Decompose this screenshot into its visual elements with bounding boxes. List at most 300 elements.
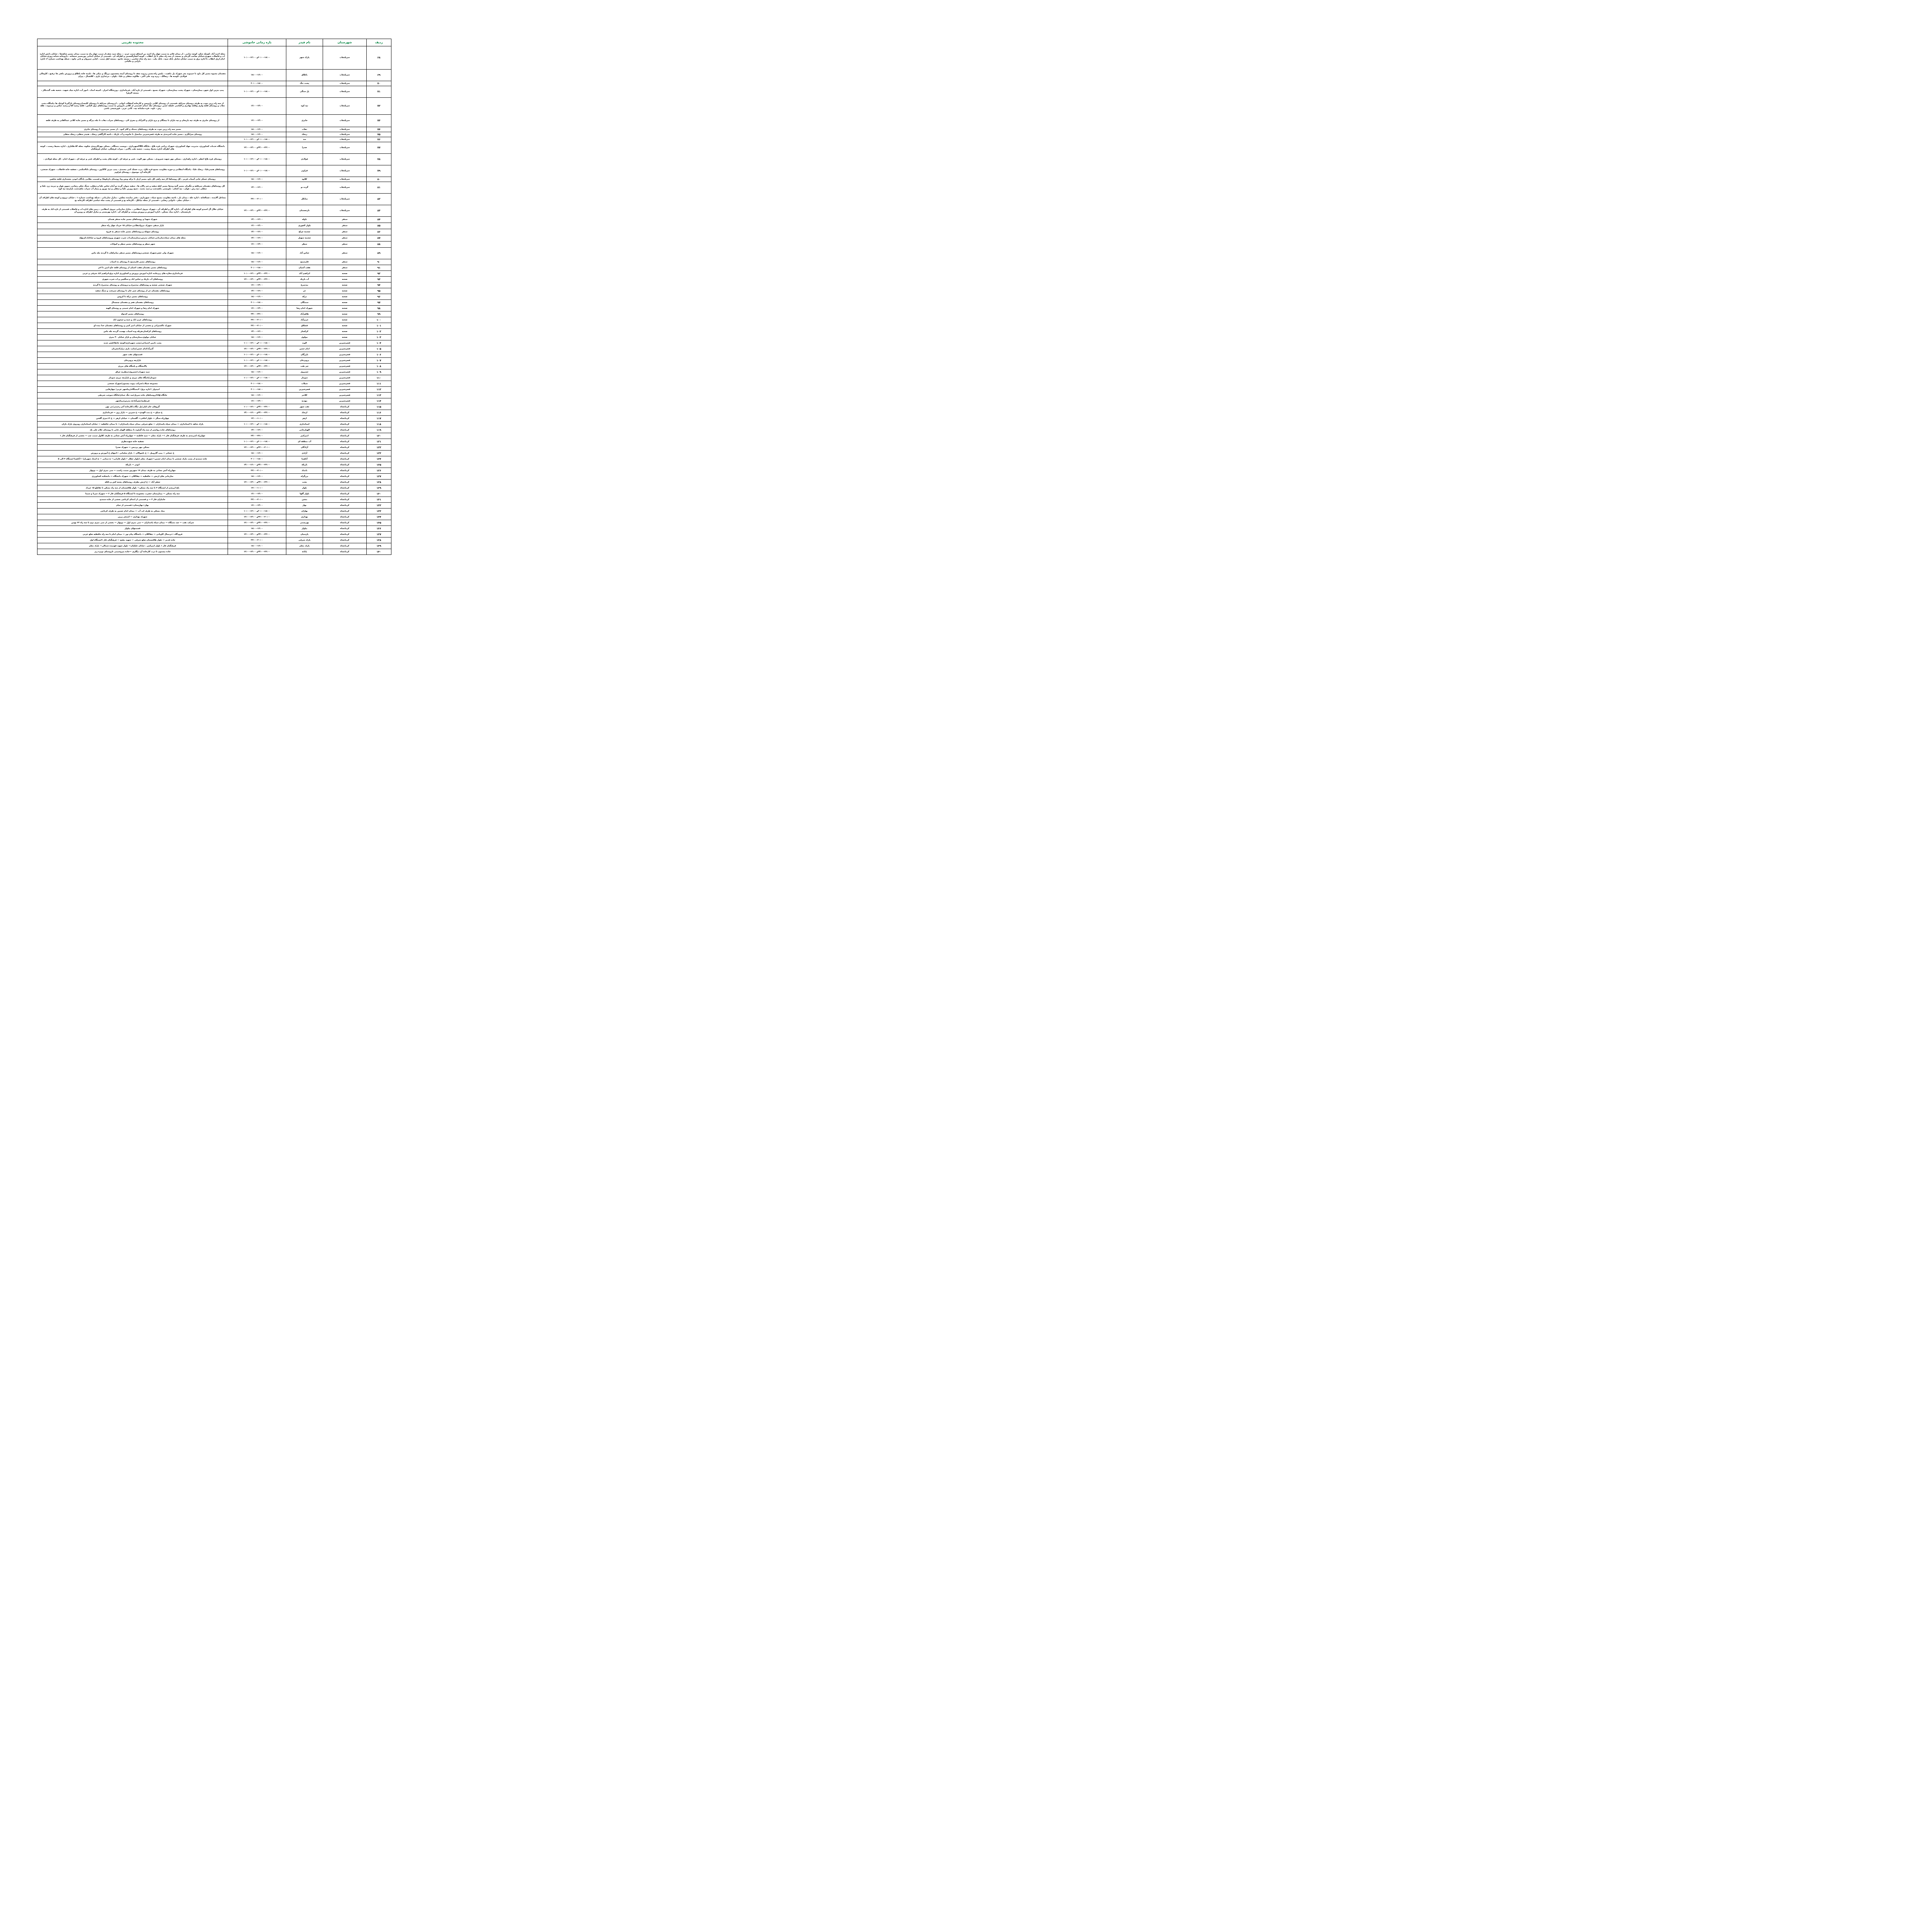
cell-area: روستاهای مسیر درکه تا کروس	[37, 294, 228, 300]
cell-row-number: ۱۰۶	[367, 352, 391, 358]
cell-outage-time: ۲۲:۰۰-۲۰:۰۰	[228, 194, 286, 205]
cell-outage-time: ۲۲:۰۰-۲۰:۰۰	[228, 468, 286, 474]
cell-outage-time: ۱۶:۰۰-۱۴:۰۰	[228, 223, 286, 229]
cell-area: چهارراه کمربندی به طرف فرهنگیان فاز ۱— پارک معلم — سید فاطمه — چهارراه آتش نشانی به طرف کلاول سمت چپ — بخشی از فرهنگیان فاز ۱	[37, 433, 228, 439]
cell-row-number: ۸۴	[367, 217, 391, 223]
cell-feeder: بامداد	[286, 468, 323, 474]
cell-city: کرمانشاه	[323, 520, 367, 526]
table-row	[37, 543, 391, 549]
cell-area: شهرک صنعتی صحنه و روستاهای بیدسرخ و درویشان و روستای بیدسرخ تا گردنه	[37, 282, 228, 288]
cell-feeder: بهار	[286, 503, 323, 509]
table-row	[37, 387, 391, 393]
cell-row-number: ۱۱۵	[367, 404, 391, 410]
table-row	[37, 520, 391, 526]
table-row	[37, 288, 391, 294]
cell-row-number: ۸۹	[367, 248, 391, 259]
cell-outage-time: ۱۸:۰۰-۱۶:۰۰	[228, 543, 286, 549]
cell-feeder: قصرشیرین	[286, 387, 323, 393]
cell-city: کرمانشاه	[323, 526, 367, 532]
cell-area: قسمتهای بیلوار	[37, 526, 228, 532]
cell-city: کرمانشاه	[323, 404, 367, 410]
cell-feeder: قراویز	[286, 165, 323, 177]
cell-feeder: بلوار	[286, 485, 323, 491]
cell-outage-time: ۲۰:۰۰-۱۸:۰۰	[228, 300, 286, 306]
cell-outage-time: ۲۲:۰۰-۲۰:۰۰	[228, 497, 286, 503]
cell-city: کرمانشاه	[323, 543, 367, 549]
table-row	[37, 491, 391, 497]
cell-outage-time: ۱۶:۰۰-۱۴:۰۰	[228, 242, 286, 248]
table-row	[37, 497, 391, 503]
cell-feeder: پشت تنگ	[286, 81, 323, 86]
cell-area: روستاهای دهستان هجر و دهستان چمچمال	[37, 300, 228, 306]
cell-outage-time: ۱۸:۰۰-۱۶:۰۰	[228, 474, 286, 480]
cell-row-number: ۱۳۶	[367, 526, 391, 532]
cell-area: سید سهراب/خسروی/منطربه عراق	[37, 369, 228, 375]
cell-feeder: چشمه چراغ	[286, 229, 323, 235]
table-body	[37, 46, 391, 555]
table-row	[37, 439, 391, 445]
cell-feeder: بهاران	[286, 509, 323, 514]
cell-feeder: پارسیان	[286, 532, 323, 537]
cell-feeder: نفت شهر	[286, 404, 323, 410]
cell-feeder: نارنجستان	[286, 205, 323, 217]
cell-city: سرپلذهاب	[323, 98, 367, 115]
cell-feeder: میانکل	[286, 194, 323, 205]
cell-area: دهستان بشیوه مسیر کل داود تا حبیبوند بجز شهرک پل ماهیت ، پلیس راه،مسیر ریژوند نجف تا روستای آبینه پنجستون برزلگ و میکی ها ، تلمبه خانه پاطاق و پرورش ماهی ها ،رفیع ، کاوچالی فولادی ،کوسه ها ، رضالک ، ریزه وند علی اکبر ، جلالوند سفلی و علیا ، بلوان ، مرغداری باری ، کلاهمال ، پیران	[37, 70, 228, 81]
cell-feeder: مهدیه	[286, 398, 323, 404]
table-row	[37, 474, 391, 480]
cell-feeder: ازهر	[286, 416, 323, 422]
cell-city: کرمانشاه	[323, 532, 367, 537]
cell-row-number: ۸۵	[367, 223, 391, 229]
cell-feeder: ذهاب	[286, 127, 323, 132]
cell-area: شهرک امام رضا و شهرک امام خمینی و روستای الهیه	[37, 306, 228, 311]
cell-area: پارک شاهد تا استانداری — میدان سپاه پاسداران — ضلع شرقی میدان سپاه پاسداران— تا میدان حافظیه — خیابان استانداری روبروی پارک باران	[37, 422, 228, 427]
cell-feeder: پرویزخان	[286, 358, 323, 364]
cell-row-number: ۹۷	[367, 300, 391, 306]
cell-city: صحنه	[323, 271, 367, 277]
table-row	[37, 358, 391, 364]
cell-area: فرنطینه/نصرآباد/خ مدرس/زیباشهر	[37, 398, 228, 404]
cell-feeder: آتاهینا	[286, 456, 323, 462]
cell-row-number: ۱۰۹	[367, 369, 391, 375]
cell-row-number: ۹۸	[367, 306, 391, 311]
cell-feeder: عزیزآباد	[286, 317, 323, 323]
cell-outage-time: ۲۲:۰۰-۲۰:۰۰	[228, 317, 286, 323]
cell-area: ابوذر — باریکه	[37, 462, 228, 468]
cell-city: سرپلذهاب	[323, 70, 367, 81]
cell-outage-time: ۱۶:۰۰-۱۴:۰۰	[228, 282, 286, 288]
table-row	[37, 445, 391, 451]
cell-row-number: ۱۳۵	[367, 520, 391, 526]
cell-area: پالایشگاه و پاسگاه های مرزی	[37, 364, 228, 369]
cell-area	[37, 81, 228, 86]
cell-outage-time: ۱۶:۰۰-۱۴:۰۰	[228, 98, 286, 115]
cell-area: روستاهای دهستان حر از روستای شیر خان تا روستای سرتخت و سنگ سفید	[37, 288, 228, 294]
cell-area: خیابان مولوی،بیمارستان و بازار خیابان ۴۰ متری	[37, 335, 228, 340]
table-row	[37, 277, 391, 282]
cell-feeder: امیرکبیر	[286, 433, 323, 439]
cell-feeder: آزادگان	[286, 445, 323, 451]
table-row	[37, 514, 391, 520]
cell-row-number: ۱۲۱	[367, 439, 391, 445]
cell-row-number: ۱۲۰	[367, 433, 391, 439]
cell-outage-time: ۱۴:۰۰-۱۲:۰۰	[228, 288, 286, 294]
cell-area: روستای عسکر خانی آسیاب قرمز ، کل روستاها (از سه راهی کل داود مسیر ازنل تا ترکه ویس وتا روستای داربلوط) و قسمت نظامی پادگان ابوذر، بخشداری قلعه شاهین	[37, 177, 228, 182]
cell-row-number: ۷۶	[367, 137, 391, 142]
cell-area: تصفیه خانه شهیدنظری	[37, 439, 228, 445]
cell-feeder: سمنگان	[286, 300, 323, 306]
cell-outage-time: ۲۰:۰۰-۱۸:۰۰و ۱۲:۰۰-۱۰:۰۰	[228, 154, 286, 165]
cell-feeder: ابراهیم آباد	[286, 271, 323, 277]
cell-city: سنقر	[323, 265, 367, 271]
cell-outage-time: ۱۲:۰۰-۱۰:۰۰	[228, 416, 286, 422]
cell-feeder: قشلاق	[286, 323, 323, 329]
cell-feeder: باریکه	[286, 462, 323, 468]
cell-city: کرمانشاه	[323, 514, 367, 520]
cell-city: کرمانشاه	[323, 427, 367, 433]
cell-area: گمرگ/امام حسن/سایت بازی دراز/انتجربان	[37, 346, 228, 352]
cell-city: کرمانشاه	[323, 439, 367, 445]
cell-row-number: ۱۳۸	[367, 537, 391, 543]
cell-feeder: پایانه	[286, 549, 323, 555]
cell-row-number: ۱۰۰	[367, 317, 391, 323]
cell-area: جابیاران فاز ۳ — و قسمتی از ابتدای کرناچی بخشی از جاده سنندج	[37, 497, 228, 503]
table-row	[37, 177, 391, 182]
cell-feeder: صدرا	[286, 142, 323, 154]
cell-city: صحنه	[323, 306, 367, 311]
table-row	[37, 70, 391, 81]
table-row	[37, 398, 391, 404]
cell-feeder: شیلات	[286, 381, 323, 387]
cell-feeder: ریخک	[286, 132, 323, 137]
cell-feeder: آب باریک	[286, 277, 323, 282]
cell-city: سرپلذهاب	[323, 137, 367, 142]
table-row	[37, 115, 391, 127]
cell-area: شهرک ولی عصر،شهرک صنعتی،روستاهای مسیر سنقر میانراهان تا گردنه مله ماس	[37, 248, 228, 259]
cell-feeder: چشمه سهیل	[286, 235, 323, 242]
cell-outage-time: ۲۴:۰۰-۲۲:۰۰و ۱۴:۰۰-۱۲:۰۰	[228, 277, 286, 282]
cell-area: پشت تامین اجتماعی/پشت شهرداری/کوچه خانقا/قصر جدید	[37, 340, 228, 346]
table-row	[37, 427, 391, 433]
cell-outage-time: ۲۰:۰۰-۱۸:۰۰و ۱۲:۰۰-۱۰:۰۰	[228, 46, 286, 70]
table-row	[37, 98, 391, 115]
cell-row-number: ۷۹	[367, 165, 391, 177]
cell-row-number: ۱۰۱	[367, 323, 391, 329]
cell-row-number: ۱۱۲	[367, 387, 391, 393]
table-row	[37, 142, 391, 154]
cell-city: کرمانشاه	[323, 509, 367, 514]
cell-feeder: حر	[286, 288, 323, 294]
cell-outage-time: ۲۴:۰۰-۲۲:۰۰و ۱۴:۰۰-۱۲:۰۰	[228, 364, 286, 369]
table-row	[37, 242, 391, 248]
cell-row-number: ۱۲۵	[367, 462, 391, 468]
cell-feeder: بیدسرخ	[286, 282, 323, 288]
table-row	[37, 127, 391, 132]
cell-area: روستاهای آب باریک و عباس اباد و سنگچین و اب شرب شهری	[37, 277, 228, 282]
cell-area: جاده بیستون تا درب کارخانه آرد بیگلری —جاده پتروشیمی تاروستای نوبره ریز	[37, 549, 228, 555]
table-row	[37, 265, 391, 271]
cell-feeder: کرکسار	[286, 329, 323, 335]
cell-outage-time: ۲۴:۰۰-۲۲:۰۰	[228, 311, 286, 317]
cell-outage-time: ۲۰:۰۰-۱۸:۰۰و ۱۲:۰۰-۱۰:۰۰	[228, 137, 286, 142]
cell-feeder: سد	[286, 137, 323, 142]
cell-feeder: پل سنگی	[286, 86, 323, 98]
cell-area: شهر سطر و روستاهای مسیر سطر و کیوانات	[37, 242, 228, 248]
table-row	[37, 205, 391, 217]
cell-row-number: ۹۹	[367, 311, 391, 317]
outage-schedule-sheet	[37, 39, 391, 555]
cell-city: صحنه	[323, 329, 367, 335]
cell-city: صحنه	[323, 282, 367, 288]
cell-city: قصرشیرین	[323, 369, 367, 375]
cell-feeder: پارک شهر	[286, 46, 323, 70]
table-row	[37, 364, 391, 369]
cell-feeder: سطر	[286, 242, 323, 248]
table-row	[37, 537, 391, 543]
cell-outage-time: ۱۶:۰۰-۱۴:۰۰	[228, 115, 286, 127]
header-city: شهرستان	[323, 39, 367, 46]
table-row	[37, 422, 391, 427]
cell-city: صحنه	[323, 323, 367, 329]
cell-outage-time: ۲۴:۰۰-۲۲:۰۰و ۱۴:۰۰-۱۲:۰۰	[228, 549, 286, 555]
cell-city: سنقر	[323, 248, 367, 259]
table-row	[37, 433, 391, 439]
cell-row-number: ۸۷	[367, 235, 391, 242]
cell-city: کرمانشاه	[323, 462, 367, 468]
table-row	[37, 306, 391, 311]
table-row	[37, 311, 391, 317]
cell-city: قصرشیرین	[323, 340, 367, 346]
cell-city: سرپلذهاب	[323, 127, 367, 132]
cell-feeder: ارشاد	[286, 410, 323, 416]
cell-row-number: ۱۲۹	[367, 485, 391, 491]
cell-row-number: ۹۰	[367, 259, 391, 265]
cell-outage-time: ۱۸:۰۰-۱۶:۰۰	[228, 335, 286, 340]
cell-feeder: بیلوار	[286, 526, 323, 532]
cell-outage-time: ۲۰:۰۰-۱۸:۰۰	[228, 265, 286, 271]
cell-area: چهارراه آتش نشانی به طرف میدان ۱۷ شهریور سمت راست — سی متری اول — نوبهار	[37, 468, 228, 474]
table-row	[37, 369, 391, 375]
cell-feeder: امام حسن	[286, 346, 323, 352]
cell-outage-time: ۲۴:۰۰-۲۲:۰۰و ۱۶:۰۰-۱۴:۰۰	[228, 410, 286, 416]
cell-outage-time: ۲۲:۰۰-۲۰:۰۰	[228, 323, 286, 329]
cell-outage-time: ۲۰:۰۰-۱۸:۰۰	[228, 387, 286, 393]
table-row	[37, 81, 391, 86]
cell-area: بنیاد مسکن به طرف لب آب — میدان امام حسین به طرف کرناچی	[37, 509, 228, 514]
cell-row-number: ۷۷	[367, 142, 391, 154]
cell-feeder: بلوار گلها	[286, 491, 323, 497]
cell-outage-time: ۱۴:۰۰-۱۲:۰۰	[228, 217, 286, 223]
cell-outage-time: ۱۴:۰۰-۱۲:۰۰	[228, 329, 286, 335]
table-row	[37, 194, 391, 205]
table-row	[37, 154, 391, 165]
cell-city: کرمانشاه	[323, 410, 367, 416]
cell-feeder: پاطاق	[286, 70, 323, 81]
cell-row-number: ۱۲۷	[367, 474, 391, 480]
cell-row-number: ۱۱۷	[367, 416, 391, 422]
cell-feeder: الوند	[286, 340, 323, 346]
cell-city: سنقر	[323, 223, 367, 229]
cell-city: صحنه	[323, 288, 367, 294]
cell-outage-time: ۱۸:۰۰-۱۶:۰۰	[228, 526, 286, 532]
cell-area: جاده سنندج از پست پارک صنعتی تا میدان امام حسین—شهرک معلم (بلوار عطار —بلوار فارابی— خ سنایی — خ استاد شهریار) —آناهیتا ایستگاه ۳ الی ۵	[37, 456, 228, 462]
cell-row-number: ۱۲۳	[367, 451, 391, 456]
cell-city: صحنه	[323, 335, 367, 340]
table-row	[37, 340, 391, 346]
table-row	[37, 549, 391, 555]
cell-outage-time: ۱۶:۰۰-۱۴:۰۰	[228, 398, 286, 404]
table-row	[37, 375, 391, 381]
cell-feeder: تپه کوه	[286, 98, 323, 115]
cell-city: کرمانشاه	[323, 445, 367, 451]
cell-row-number: ۱۰۴	[367, 340, 391, 346]
cell-outage-time: ۲۰:۰۰-۱۸:۰۰و ۱۲:۰۰-۱۰:۰۰	[228, 352, 286, 358]
cell-row-number: ۱۳۳	[367, 509, 391, 514]
cell-area: محله های میدان سپاه،سازمانی،خیابان مدرس،بیمارستان،اب شرب شهری وروستاهای قروه و غیاثاباد،کرتهله	[37, 235, 228, 242]
cell-feeder: بعثت	[286, 480, 323, 485]
cell-city: قصرشیرین	[323, 352, 367, 358]
cell-feeder: عباس آباد	[286, 248, 323, 259]
cell-area: روستاهای جاده روانسر از سه راه گراوند تا منطقه الهیار خانی تا روستای غلام علی بک	[37, 427, 228, 433]
cell-city: صحنه	[323, 317, 367, 323]
cell-outage-time: ۱۸:۰۰-۱۶:۰۰	[228, 70, 286, 81]
cell-feeder: گرده نو	[286, 182, 323, 194]
cell-area: پمپ بنزین اول شهر، بیمارستان ، شهرک پشت بیمارستان ، شهرک بسیج ، قسمتی از تازه آباد ، فرمانداری ، ورزشگاه احرار ، کمیته امداد ، امور آب، اداره بنیاد شهید ، شعبه نفت گندمکار ، مسجد الزهرا	[37, 86, 228, 98]
cell-row-number: ۷۳	[367, 115, 391, 127]
cell-outage-time: ۲۲:۰۰-۲۰:۰۰	[228, 537, 286, 543]
table-row	[37, 229, 391, 235]
cell-row-number: ۸۲	[367, 194, 391, 205]
cell-row-number: ۱۱۱	[367, 381, 391, 387]
cell-area: دانشگاه خدمات کشاورزی، مدیریت جهاد کشاورزی، شهرک زراعی قره بلاغ ، جایگاه CNGشهرداری ، دوبست دستگاه ، مسکن مهرکارمندی شکوه، محله ۵۴ هکتاری ، اداره محیط زیست ، کوچه های اطراف اداره محیط زیست ، شعبه نفت پالانی ، میراث فرهنگی، خیابان فرهنگیان	[37, 142, 228, 154]
table-header-row	[37, 39, 391, 46]
cell-area: روستاهای عزیز اباد و جمه و جیحون اباد	[37, 317, 228, 323]
cell-area: روستای سهنله و روستاهای مسیر جاده سنقر به قروه	[37, 229, 228, 235]
cell-outage-time: ۲۴:۰۰-۲۲:۰۰و ۱۶:۰۰-۱۴:۰۰	[228, 462, 286, 468]
cell-city: صحنه	[323, 277, 367, 282]
cell-row-number: ۱۳۴	[367, 514, 391, 520]
cell-area: بهار—بهارستان—قسمتی از خیام	[37, 503, 228, 509]
cell-area: چهارراه سنگر — بلوار اجاقی— گلستان — خیابان ازهر — خ ۱۶متری گلشن	[37, 416, 228, 422]
cell-row-number: ۱۱۰	[367, 375, 391, 381]
table-row	[37, 137, 391, 142]
cell-area: خیابان جلال آل احمدو کوچه های اطراف آن ، اداره گاز و اطراف آن ، شهرک نیروی انتظامی ، منازل سازمانی نیروی انتظامی ، زمین های اداره اب و فاضلاب قسمتی از تازه اباد به طرف نارنجستان ، اداره بنیاد مسکن ، اداره آموزش و پرورش وپشت و اطراف آن ، اداره بهزیستی و منازل اطراف و روبرو آن	[37, 205, 228, 217]
cell-row-number: ۱۲۲	[367, 445, 391, 451]
cell-area: شهرک شهدا و روستاهای مسیر جاده سنقر همدان	[37, 217, 228, 223]
cell-row-number: ۸۸	[367, 242, 391, 248]
cell-row-number: ۹۱	[367, 265, 391, 271]
cell-feeder: استانداری	[286, 422, 323, 427]
cell-outage-time: ۱۶:۰۰-۱۴:۰۰	[228, 306, 286, 311]
cell-outage-time: ۱۸:۰۰-۱۶:۰۰	[228, 451, 286, 456]
cell-feeder: خسروی	[286, 369, 323, 375]
cell-feeder: شهرک امام رضا	[286, 306, 323, 311]
table-row	[37, 335, 391, 340]
cell-outage-time: ۲۴:۰۰-۲۲:۰۰و ۱۴:۰۰-۱۲:۰۰	[228, 346, 286, 352]
cell-city: کرمانشاه	[323, 468, 367, 474]
cell-feeder: جابری	[286, 115, 323, 127]
table-row	[37, 468, 391, 474]
cell-row-number: ۸۶	[367, 229, 391, 235]
cell-outage-time: ۲۰:۰۰-۱۸:۰۰و ۱۲:۰۰-۱۰:۰۰	[228, 340, 286, 346]
table-row	[37, 480, 391, 485]
header-feeder: نام فیدر	[286, 39, 323, 46]
cell-feeder: فارسینج	[286, 259, 323, 265]
cell-city: کرمانشاه	[323, 433, 367, 439]
cell-row-number: ۶۹	[367, 70, 391, 81]
cell-area: روستای سرابگرم ، مسیر جاده کمربندی به طرف قصرشیرین میانجیل تا خانونه و آب باریک ، ناحیه کارگاهی ریخک ، هنیدر سفلی، ریخک سفلی	[37, 132, 228, 137]
cell-feeder: فولادی	[286, 154, 323, 165]
cell-area: جاده قدیم — بلوار طاقبستان ضلع شرقی — شهید مفتح — فرهنگیان فاز ۱ایستگاه اول	[37, 537, 228, 543]
cell-area: روستاهای کرکسار،هریله وده اسیاب بهست گردنه مله ماس	[37, 329, 228, 335]
cell-city: سرپلذهاب	[323, 205, 367, 217]
cell-outage-time: ۲۴:۰۰-۲۲:۰۰و ۱۴:۰۰-۱۲:۰۰	[228, 520, 286, 526]
cell-city: کرمانشاه	[323, 422, 367, 427]
table-row	[37, 416, 391, 422]
cell-city: صحنه	[323, 294, 367, 300]
cell-feeder: آب منطقه ای	[286, 439, 323, 445]
cell-city: قصرشیرین	[323, 375, 367, 381]
cell-area: شهرک تاکسیرانی و بخشی از خیابان امیر کبیر و روستاهای دهستان خدا بنده لو	[37, 323, 228, 329]
cell-outage-time: ۱۴:۰۰-۱۲:۰۰	[228, 229, 286, 235]
cell-row-number: ۹۴	[367, 282, 391, 288]
cell-area: کل روستاهای دهستان سرقلعه و جگیران مسیر گمه وندها مسیر کیله سفید و چم زالان ها ، سفید سوار، گرده نو آمام عباس علیا و سفلی، سنگ شکن رضایی، سوور هوار و دیریند زرد علیا و سفلی ،تپه رش ، هوان ، تپه کنعان ، باوییسی ماهیدشت و سید محمد ، شیخ روزبن علیا و سفلی و تپه نوروز و پمپاژ آب سراب ماهیدشت بازارچه تپه کوه	[37, 182, 228, 194]
cell-outage-time: ۲۴:۰۰-۲۲:۰۰و ۱۴:۰۰-۱۲:۰۰	[228, 532, 286, 537]
cell-row-number: ۱۲۴	[367, 456, 391, 462]
cell-outage-time: ۱۴:۰۰-۱۲:۰۰	[228, 427, 286, 433]
table-row	[37, 485, 391, 491]
cell-row-number: ۱۲۸	[367, 480, 391, 485]
cell-feeder: بهزیستی	[286, 520, 323, 526]
cell-city: سنقر	[323, 229, 367, 235]
cell-row-number: ۱۳۹	[367, 543, 391, 549]
table-row	[37, 259, 391, 265]
cell-row-number: ۱۱۸	[367, 422, 391, 427]
cell-area: خ عشایر — پمپ گازوییل — خ ناصوالان — بازار سلمانی —انتهای خ آموزش و پرورش	[37, 451, 228, 456]
cell-outage-time: ۲۰:۰۰-۱۸:۰۰و ۱۲:۰۰-۱۰:۰۰	[228, 375, 286, 381]
cell-row-number: ۹۶	[367, 294, 391, 300]
table-row	[37, 86, 391, 98]
cell-city: قصرشیرین	[323, 364, 367, 369]
cell-outage-time: ۱۸:۰۰-۱۶:۰۰	[228, 248, 286, 259]
cell-feeder: پارک شرقی	[286, 537, 323, 543]
cell-row-number: ۱۱۹	[367, 427, 391, 433]
cell-area: از روستای جابری به طرف تپه داریخان و تپه ماران تا بیشگان و برج باران و اکبرآباد و مجری لان ، روستاهای سراب ذهاب تا مله دیزگه و مسیر جاده کلانی عبدالقادر به طرف قلعه	[37, 115, 228, 127]
cell-city: سرپلذهاب	[323, 182, 367, 194]
cell-area: مشاغل آلاینده ، غسالخانه ، اداره غله ، میدان بار ، ناحیه مقاومت بسیج سپاه ، شهرداری ، دفتر نماینده مجلس ، منازل سازمانی ، شبکه بهداشت شماره ۱ ، خیابان ترویج و کوچه های اطراف آن ، خیابان معلم ، نانوایی رضایی ، قسمتی از محله میانکل ، کارخانه یخ و قسمتی از پشت شاه عباسی اطراف کارخانه یخ	[37, 194, 228, 205]
cell-city: کرمانشاه	[323, 416, 367, 422]
cell-city: سنقر	[323, 235, 367, 242]
cell-row-number: ۸۰	[367, 177, 391, 182]
cell-feeder: بازرگان	[286, 352, 323, 358]
cell-outage-time: ۲۲:۰۰-۲۰:۰۰و ۱۴:۰۰-۱۲:۰۰	[228, 514, 286, 520]
table-row	[37, 526, 391, 532]
cell-row-number: ۷۰	[367, 81, 391, 86]
cell-outage-time: ۱۴:۰۰-۱۲:۰۰	[228, 182, 286, 194]
cell-city: سرپلذهاب	[323, 86, 367, 98]
table-row	[37, 182, 391, 194]
cell-area: محله احمد آباد ،کوئیک شکر، کوچه تمامی ، از میدان قائم به سمت چهار راه احمد بن اسحاق سمت حرم ، ، محله سید نجف،از سمت چهار راه به سمت میدان مسیر شاهدها ، خیابان دانش اداره اب و فاضلاب شهری،خیابان صاحب الزمان و مسجد، از سه راه معلم تا پل انقلاب ، کوچه انصارالحسین و اطراف ان ، قسمتی از خیابان ایمانی پورمسیر جمخانه ، داروخانه شبانه روزی،خیابان امام ازپل انقلاب تا اداره برق به سمت خیابان شامل بانک سپه ، بانک ملت ، سه راه شاه عباسی ، مسجد جامع ، مسجد اهل سنت ، کبابی سیروان و بانی چاوه ، شبکه بهداشت شماره ۲، اداره دارایی و مالیاتی	[37, 46, 228, 70]
cell-city: سرپلذهاب	[323, 142, 367, 154]
cell-outage-time: ۱۸:۰۰-۱۶:۰۰	[228, 259, 286, 265]
cell-row-number: ۱۳۱	[367, 497, 391, 503]
cell-area: امیدوار / اداره برق/۴۰دستگاه/زیباشهر غربی/ چهارقاپی	[37, 387, 228, 393]
cell-city: سرپلذهاب	[323, 194, 367, 205]
cell-outage-time: ۱۸:۰۰-۱۶:۰۰	[228, 132, 286, 137]
cell-row-number: ۶۸	[367, 46, 391, 70]
cell-outage-time: ۱۸:۰۰-۱۶:۰۰	[228, 127, 286, 132]
